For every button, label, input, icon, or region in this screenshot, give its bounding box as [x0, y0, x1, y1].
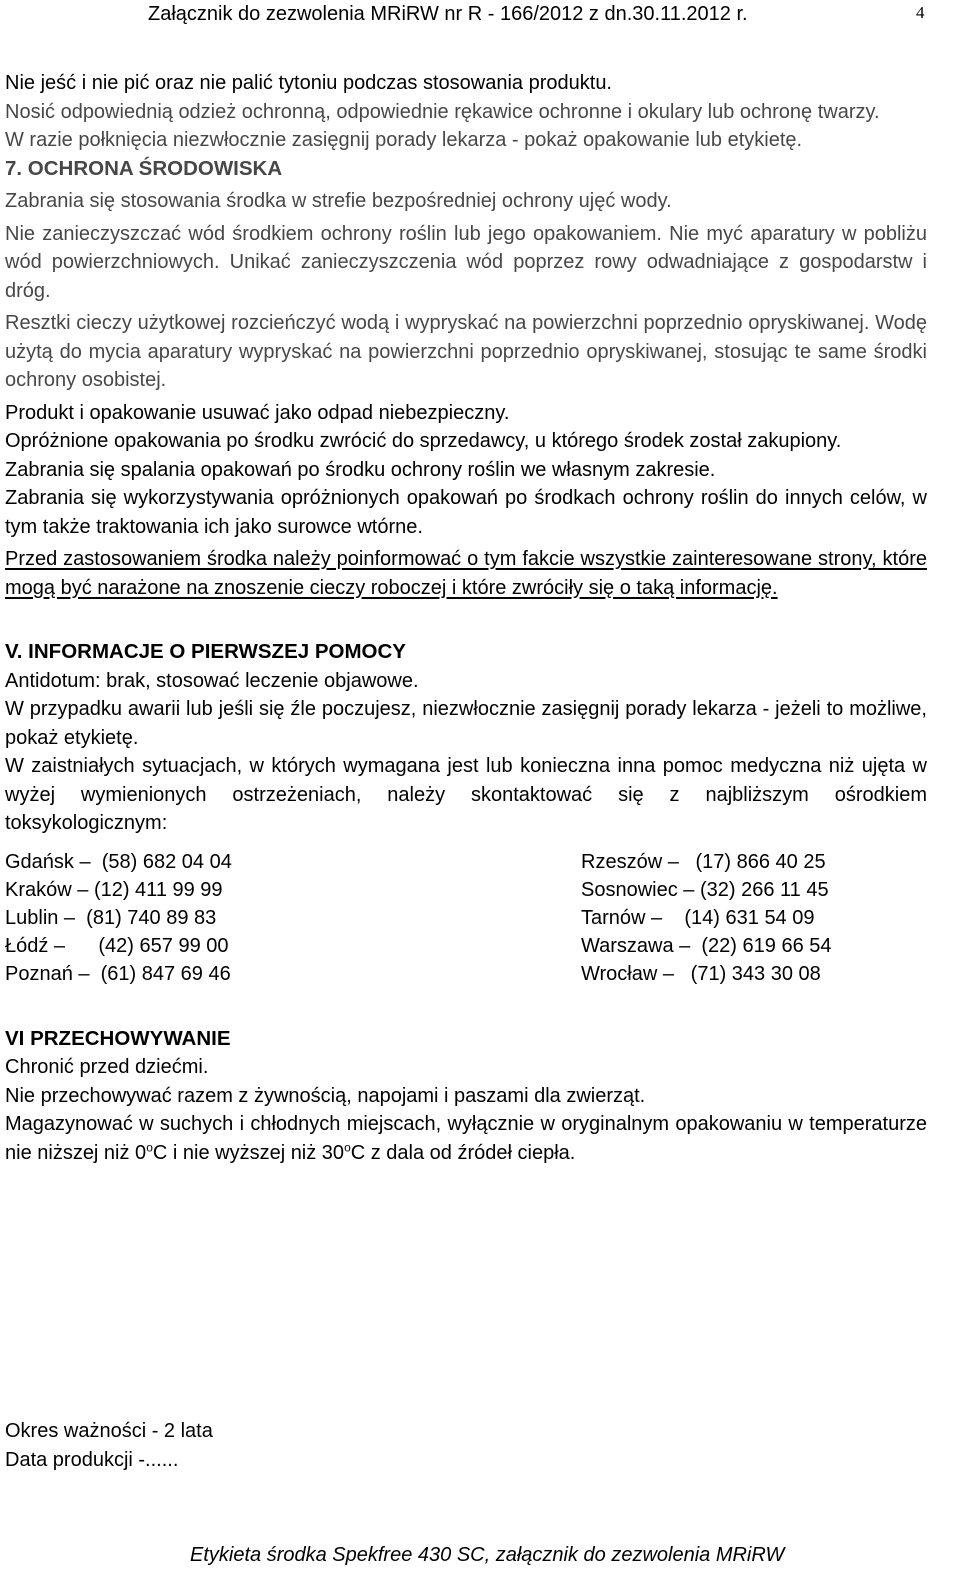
first-aid-paragraph: Antidotum: brak, stosować leczenie objawowe.	[5, 669, 419, 692]
intro-paragraph: Nie jeść i nie pić oraz nie palić tytoniu podczas stosowania produktu.	[5, 72, 612, 94]
stakeholder-notice: Przed zastosowaniem środka należy poinformować o tym fakcie wszystkie zainteresowane strony, które mogą być narażone na znoszenie cieczy roboczej i które zwróciły się o taką informację.	[5, 548, 927, 599]
degree-sign: o	[146, 1139, 153, 1154]
toxicology-center-row	[581, 904, 927, 932]
center-phone: (71) 343 30 08	[679, 963, 821, 986]
toxicology-center-row	[5, 904, 581, 932]
center-city: Poznań –	[5, 963, 96, 986]
first-aid-paragraph: W zaistniałych sytuacjach, w których wymagana jest lub konieczna inna pomoc medyczna niż ujęta w wyżej wymienionych ostrzeżeniach, należy skontaktować się z najbliższym ośrodkiem toksykologicznym:	[5, 755, 927, 834]
center-city: Gdańsk –	[5, 850, 97, 873]
storage-temperature-paragraph	[5, 1110, 927, 1167]
center-city: Warszawa –	[581, 935, 696, 958]
center-phone: (22) 619 66 54	[695, 935, 832, 958]
section-heading-environment: 7. OCHRONA ŚRODOWISKA	[5, 156, 283, 180]
toxicology-centers	[5, 848, 927, 989]
section-heading-storage: VI PRZECHOWYWANIE	[5, 1026, 231, 1050]
first-aid-paragraph: W przypadku awarii lub jeśli się źle poczujesz, niezwłocznie zasięgnij porady lekarza - jeżeli to możliwe, pokaż etykietę.	[5, 698, 927, 749]
toxicology-center-row	[581, 848, 927, 876]
center-city: Łódź –	[5, 935, 71, 958]
storage-paragraph: Chronić przed dziećmi.	[5, 1056, 209, 1079]
center-city: Tarnów –	[581, 906, 668, 929]
intro-paragraph: Nosić odpowiednią odzież ochronną, odpowiednie rękawice ochronne i okulary lub ochronę twarzy.	[5, 100, 880, 123]
center-phone: (14) 631 54 09	[667, 906, 815, 929]
toxicology-center-row	[581, 876, 927, 904]
center-phone: (58) 682 04 04	[96, 850, 232, 873]
page-footer: Etykieta środka Spekfree 430 SC, załącznik do zezwolenia MRiRW	[190, 1544, 785, 1566]
toxicology-center-row	[581, 932, 927, 960]
validity-block	[5, 1417, 213, 1475]
center-phone: (42) 657 99 00	[70, 935, 229, 958]
page-header: Załącznik do zezwolenia MRiRW nr R - 166/2012 z dn.30.11.2012 r.	[148, 3, 748, 25]
toxicology-center-row	[5, 848, 581, 876]
disposal-paragraph: Opróżnione opakowania po środku zwrócić do sprzedawcy, u którego środek został zakupiony.	[5, 430, 842, 452]
toxicology-center-row	[5, 932, 581, 960]
toxicology-centers-right	[581, 848, 927, 989]
storage-temperature-text: C z dala od źródeł ciepła.	[350, 1141, 576, 1164]
storage-temperature-text: Magazynować w suchych i chłodnych miejscach, wyłącznie w oryginalnym opakowaniu w temperaturze nie niższej niż 0	[5, 1113, 927, 1164]
center-phone: (81) 740 89 83	[80, 906, 217, 929]
center-city: Sosnowiec –	[581, 878, 700, 901]
storage-temperature-text: C i nie wyższej niż 30	[152, 1141, 345, 1164]
center-city: Lublin –	[5, 906, 81, 929]
toxicology-center-row	[581, 960, 927, 988]
production-date: Data produkcji -......	[5, 1449, 179, 1471]
center-phone: (12) 411 99 99	[93, 878, 223, 901]
section-heading-first-aid: V. INFORMACJE O PIERWSZEJ POMOCY	[5, 640, 406, 663]
center-city: Rzeszów –	[581, 850, 685, 873]
intro-paragraph: W razie połknięcia niezwłocznie zasięgnij porady lekarza - pokaż opakowanie lub etykietę.	[5, 129, 803, 151]
disposal-paragraph: Zabrania się wykorzystywania opróżnionych opakowań po środkach ochrony roślin do innych celów, w tym także traktowania ich jako surowce wtórne.	[5, 487, 927, 538]
center-phone: (32) 266 11 45	[699, 878, 829, 901]
page-number: 4	[916, 3, 925, 22]
center-phone: (61) 847 69 46	[95, 963, 231, 986]
degree-sign: o	[344, 1139, 351, 1154]
toxicology-centers-left	[5, 848, 581, 989]
environment-paragraph: Resztki cieczy użytkowej rozcieńczyć wodą i wypryskać na powierzchni poprzednio opryskiwanej. Wodę użytą do mycia aparatury wypryskać na powierzchni poprzednio opryskiwanej, stosując te same środki ochrony osobistej.	[5, 312, 927, 391]
center-phone: (17) 866 40 25	[684, 850, 826, 873]
environment-paragraph: Nie zanieczyszczać wód środkiem ochrony roślin lub jego opakowaniem. Nie myć aparatury w pobliżu wód powierzchniowych. Unikać zanieczyszczenia wód poprzez rowy odwadniające z gospodarstw i dróg.	[5, 222, 927, 302]
center-city: Kraków –	[5, 878, 94, 901]
storage-paragraph: Nie przechowywać razem z żywnością, napojami i paszami dla zwierząt.	[5, 1084, 646, 1107]
disposal-paragraph: Zabrania się spalania opakowań po środku ochrony roślin we własnym zakresie.	[5, 458, 716, 481]
disposal-paragraph: Produkt i opakowanie usuwać jako odpad niebezpieczny.	[5, 401, 510, 424]
center-city: Wrocław –	[581, 963, 680, 986]
toxicology-center-row	[5, 876, 581, 904]
shelf-life: Okres ważności - 2 lata	[5, 1420, 213, 1442]
environment-paragraph: Zabrania się stosowania środka w strefie bezpośredniej ochrony ujęć wody.	[5, 190, 672, 212]
toxicology-center-row	[5, 960, 581, 988]
document-body	[5, 69, 927, 1167]
